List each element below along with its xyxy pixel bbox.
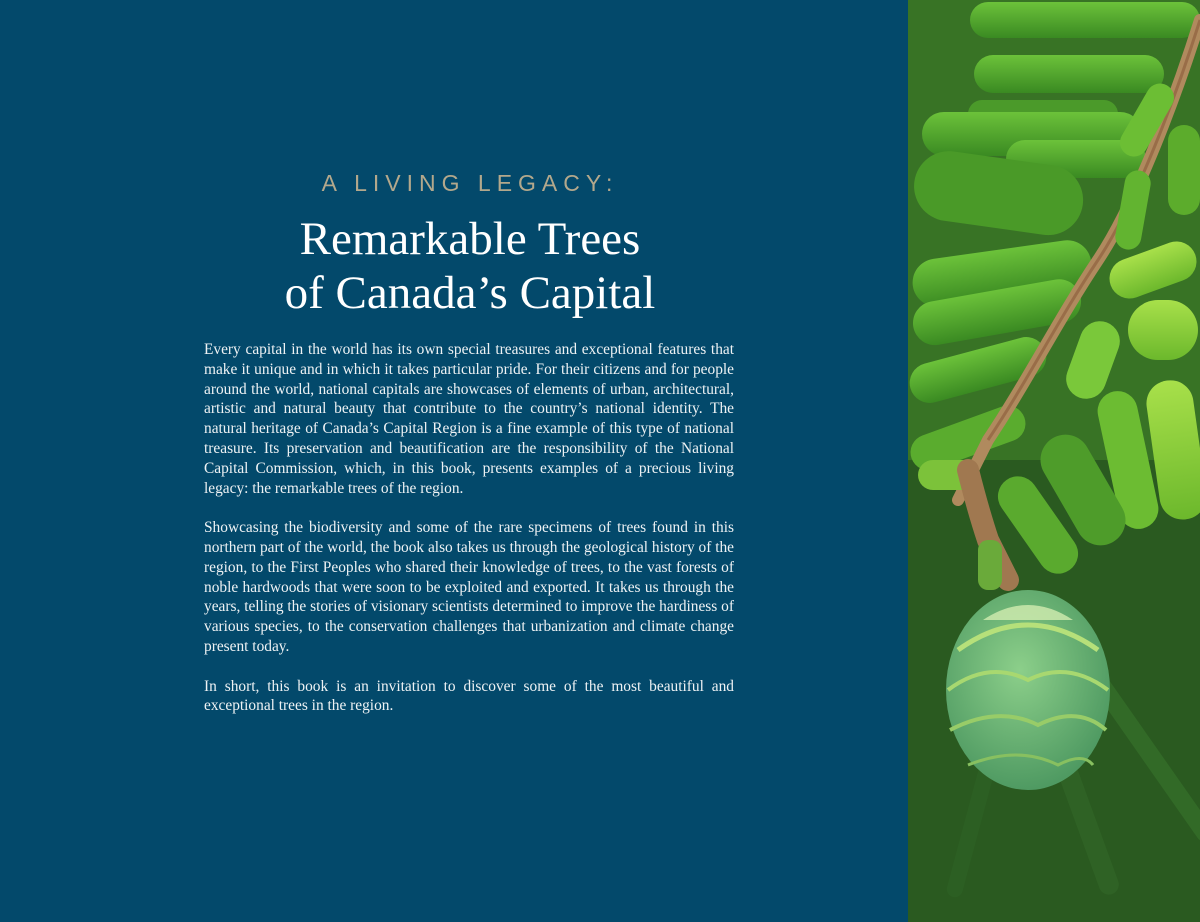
paragraph-2: Showcasing the biodiversity and some of the rare specimens of trees found in this northern part of the world, the book also takes us through the geological history of the region, to the First Peoples who shared their knowledge of trees, to the vast forests of noble hardwoods that were soon to be exploited and exported. It takes us through the years, telling the stories of visionary scientists determined to improve the hardiness of various species, to the conservation challenges that urbanization and climate change present today. [204,519,734,655]
conifer-branch-image [908,0,1200,922]
conifer-photo [908,0,1200,922]
body-text [204,340,734,736]
kicker-heading: A LIVING LEGACY: [321,170,619,196]
cone [946,590,1110,790]
paragraph-1: Every capital in the world has its own special treasures and exceptional features that make it unique and in which it takes particular pride. For their citizens and for people around the world, national capitals are showcases of elements of urban, architectural, artistic and natural beauty that contribute to the country’s national identity. The natural heritage of Canada’s Capital Region is a fine example of this type of national treasure. Its preservation and beautification are the responsibility of the National Capital Commission, which, in this book, presents examples of a precious living legacy: the remarkable trees of the region. [204,341,734,497]
title-line-2: of Canada’s Capital [284,267,656,319]
title-line-1: Remarkable Trees [299,213,641,265]
page-title [0,212,940,320]
paragraph-3: In short, this book is an invitation to discover some of the most beautiful and exceptional trees in the region. [204,677,734,715]
